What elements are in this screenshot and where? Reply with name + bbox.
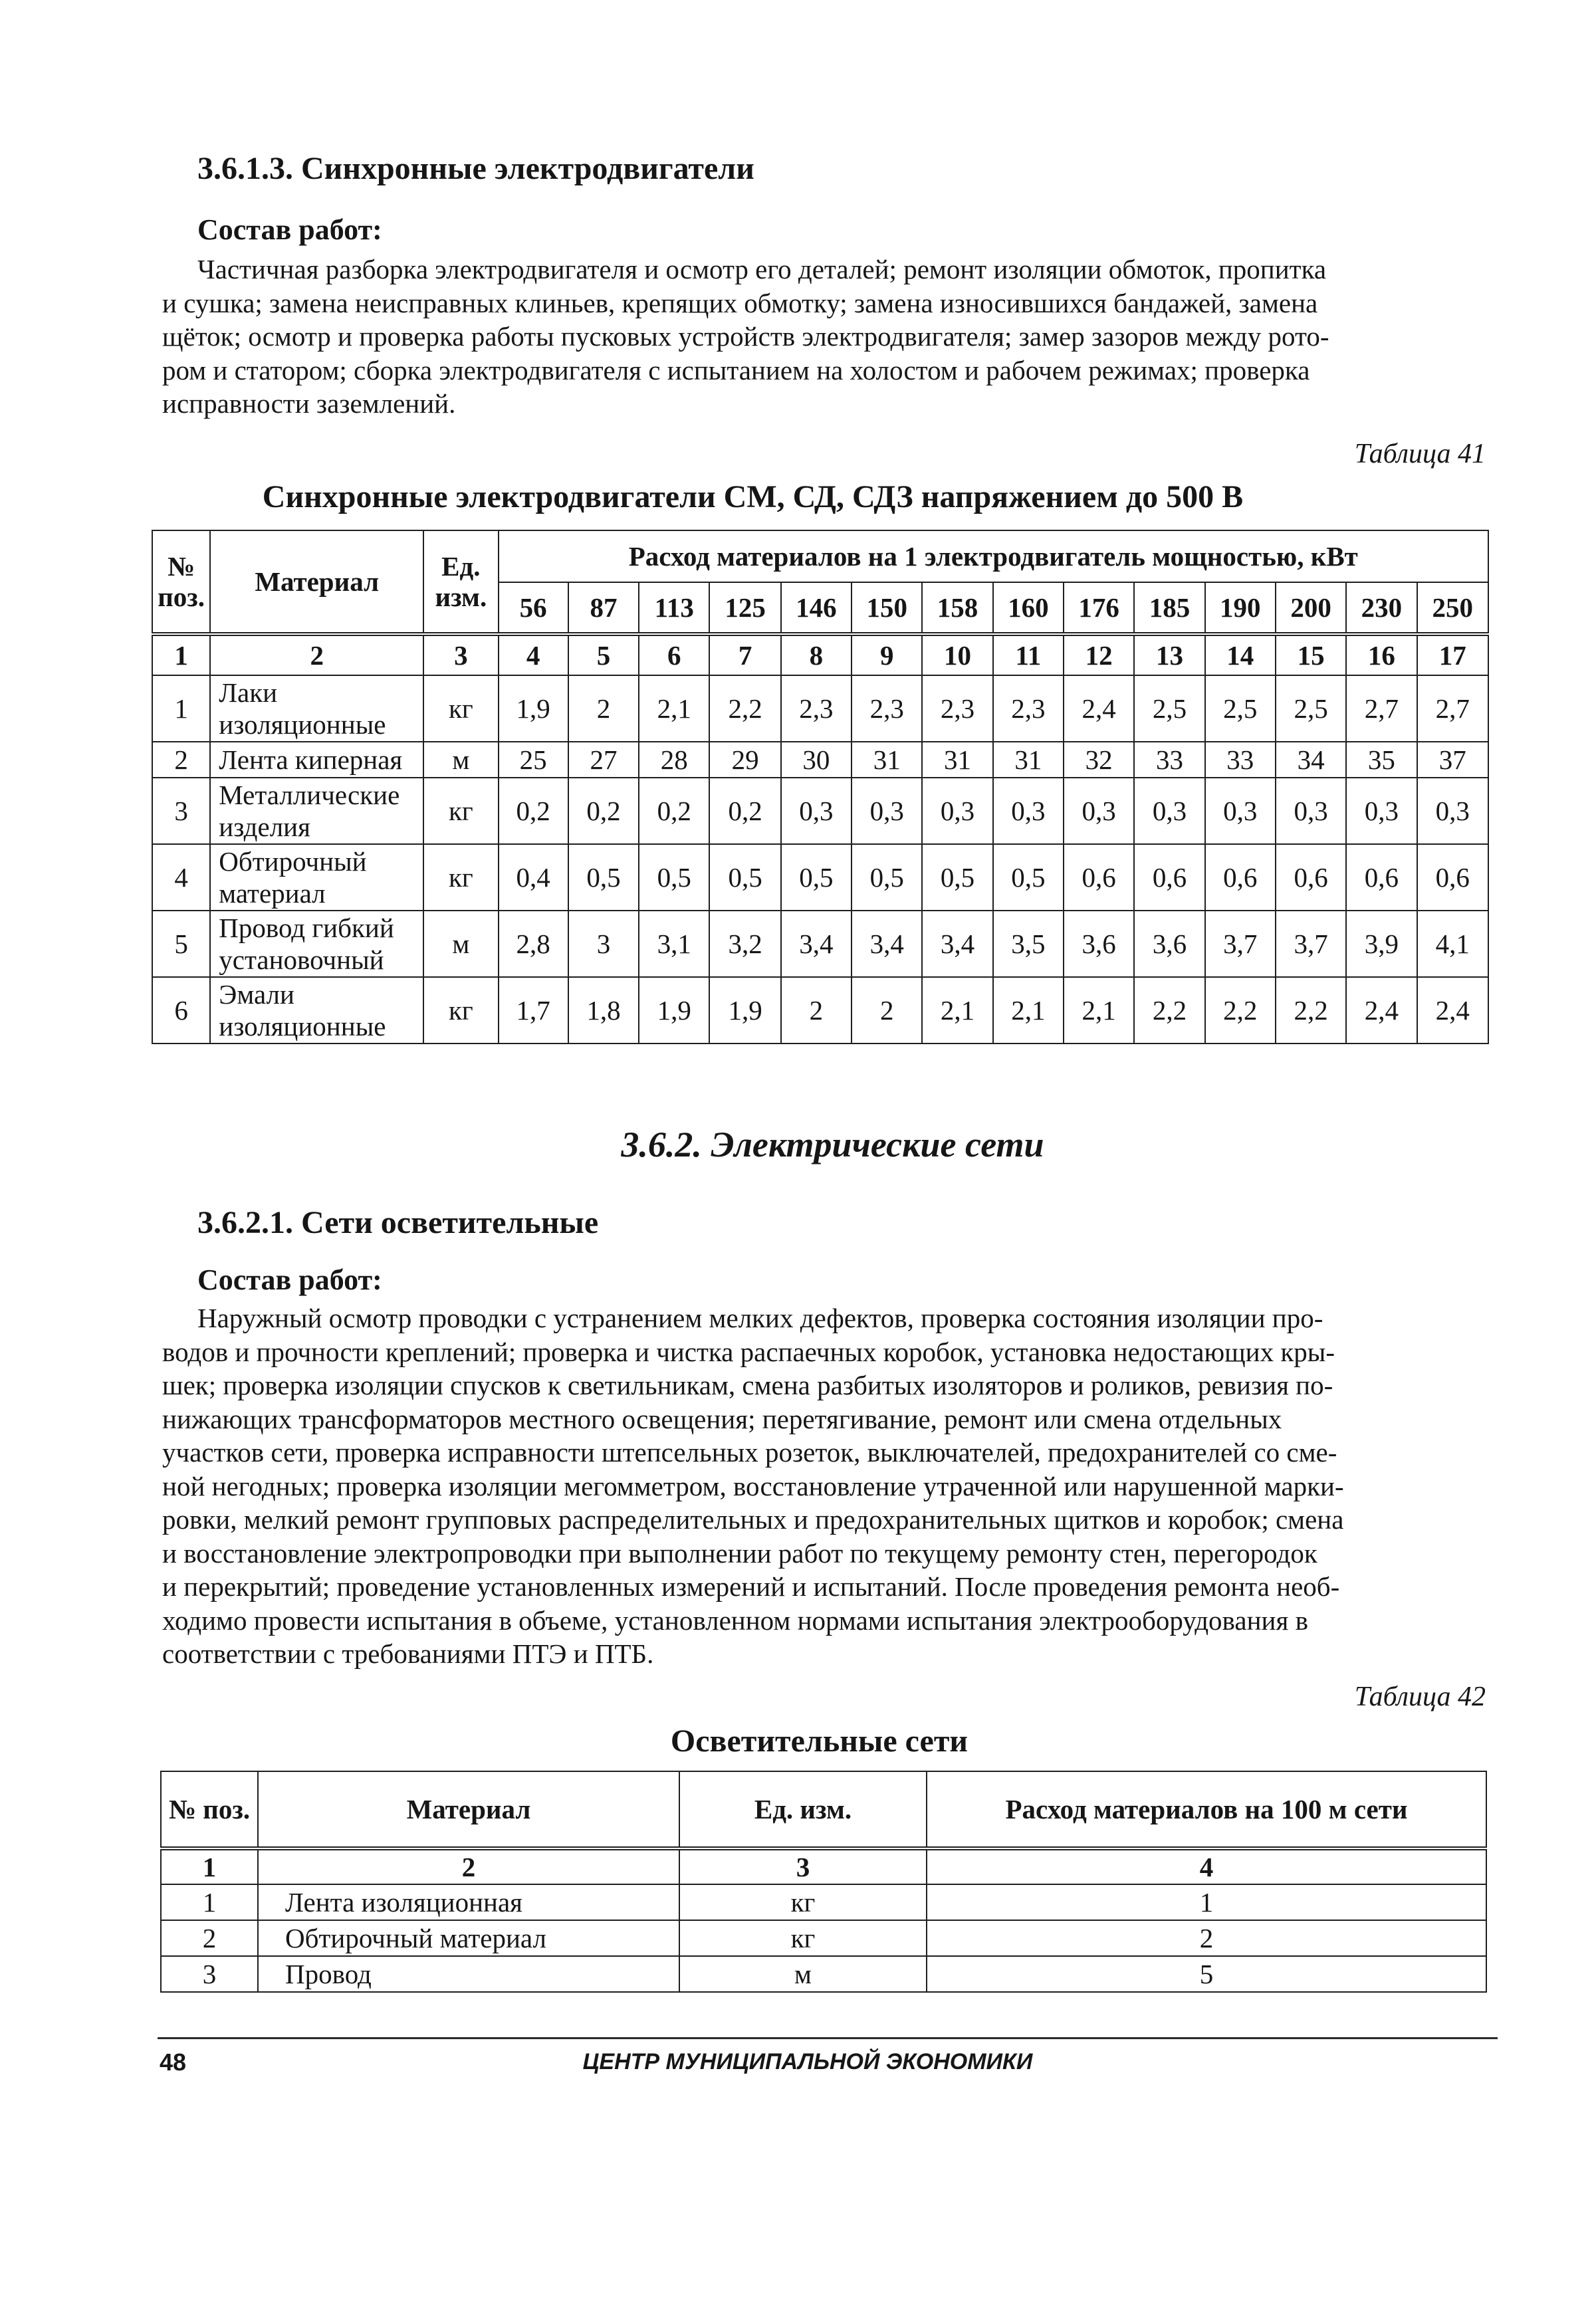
value-cell: 37 xyxy=(1417,742,1488,778)
value-cell: 0,2 xyxy=(639,778,709,844)
power-header-cell: 200 xyxy=(1276,582,1346,634)
column-number-cell: 4 xyxy=(499,634,568,675)
unit-cell: м xyxy=(423,742,498,778)
value-cell: 34 xyxy=(1276,742,1346,778)
paragraph-line: и перекрытий; проведение установленных измерений и испытаний. После проведения ремонта необ- xyxy=(162,1571,1340,1602)
value-cell: 0,5 xyxy=(993,844,1064,911)
value-cell: 2,2 xyxy=(1276,977,1346,1044)
value-cell: 4,1 xyxy=(1417,911,1488,977)
value-cell: 3,6 xyxy=(1064,911,1134,977)
column-number-cell: 14 xyxy=(1205,634,1276,675)
value-cell: 2 xyxy=(568,675,639,742)
value-cell: 0,2 xyxy=(709,778,780,844)
value-cell: 0,5 xyxy=(852,844,922,911)
value-cell: 3,7 xyxy=(1205,911,1276,977)
value-cell: 35 xyxy=(1346,742,1417,778)
value-cell: 31 xyxy=(922,742,992,778)
power-header-cell: 125 xyxy=(709,582,780,634)
power-header-cell: 158 xyxy=(922,582,992,634)
value-cell: 3,4 xyxy=(852,911,922,977)
table-41-caption: Таблица 41 xyxy=(1354,439,1486,469)
value-cell: 0,3 xyxy=(922,778,992,844)
table-row xyxy=(152,675,1488,742)
power-header-cell: 230 xyxy=(1346,582,1417,634)
power-header-cell: 150 xyxy=(852,582,922,634)
value-cell: 29 xyxy=(709,742,780,778)
table-row xyxy=(152,742,1488,778)
value-cell: 1 xyxy=(927,1884,1486,1920)
table-row xyxy=(161,1884,1486,1920)
header-material: Материал xyxy=(210,530,423,634)
value-cell: 2,7 xyxy=(1417,675,1488,742)
unit-cell: кг xyxy=(423,675,498,742)
value-cell: 0,5 xyxy=(709,844,780,911)
power-header-cell: 113 xyxy=(639,582,709,634)
unit-cell: м xyxy=(423,911,498,977)
column-number-cell: 3 xyxy=(423,634,498,675)
value-cell: 2,8 xyxy=(499,911,568,977)
material-cell: Лента изоляционная xyxy=(258,1884,679,1920)
column-number-cell: 16 xyxy=(1346,634,1417,675)
value-cell: 0,3 xyxy=(781,778,852,844)
value-cell: 2 xyxy=(781,977,852,1044)
table-42 xyxy=(160,1771,1487,1993)
column-number-cell: 9 xyxy=(852,634,922,675)
position-cell: 3 xyxy=(152,778,210,844)
value-cell: 0,3 xyxy=(1346,778,1417,844)
value-cell: 3,1 xyxy=(639,911,709,977)
value-cell: 5 xyxy=(927,1956,1486,1992)
power-header-cell: 87 xyxy=(568,582,639,634)
work-scope-label-1: Состав работ: xyxy=(197,213,382,246)
header-position-number: № поз. xyxy=(161,1771,258,1848)
power-header-cell: 146 xyxy=(781,582,852,634)
table-row xyxy=(152,778,1488,844)
unit-cell: кг xyxy=(679,1920,927,1956)
table-41 xyxy=(152,530,1489,1044)
value-cell: 0,5 xyxy=(781,844,852,911)
column-number-cell: 2 xyxy=(258,1848,679,1884)
value-cell: 2,3 xyxy=(781,675,852,742)
value-cell: 0,5 xyxy=(922,844,992,911)
value-cell: 33 xyxy=(1205,742,1276,778)
paragraph-line: исправности заземлений. xyxy=(162,388,456,419)
column-number-cell: 6 xyxy=(639,634,709,675)
value-cell: 31 xyxy=(852,742,922,778)
value-cell: 27 xyxy=(568,742,639,778)
power-header-cell: 160 xyxy=(993,582,1064,634)
unit-cell: кг xyxy=(423,778,498,844)
unit-cell: кг xyxy=(423,844,498,911)
value-cell: 0,6 xyxy=(1346,844,1417,911)
position-cell: 1 xyxy=(161,1884,258,1920)
value-cell: 2,4 xyxy=(1064,675,1134,742)
paragraph-line: ром и статором; сборка электродвигателя с испытанием на холостом и рабочем режимах; проверка xyxy=(162,354,1310,386)
work-scope-paragraph-1 xyxy=(162,253,1478,421)
column-number-cell: 1 xyxy=(152,634,210,675)
value-cell: 3 xyxy=(568,911,639,977)
value-cell: 2,1 xyxy=(1064,977,1134,1044)
material-cell: Обтирочный материал xyxy=(210,844,423,911)
value-cell: 2,2 xyxy=(709,675,780,742)
header-consumption-per-100m: Расход материалов на 100 м сети xyxy=(927,1771,1486,1848)
position-cell: 1 xyxy=(152,675,210,742)
table-41-title: Синхронные электродвигатели СМ, СД, СДЗ напряжением до 500 В xyxy=(262,479,1244,514)
column-number-cell: 5 xyxy=(568,634,639,675)
value-cell: 1,9 xyxy=(639,977,709,1044)
unit-cell: кг xyxy=(423,977,498,1044)
unit-cell: м xyxy=(679,1956,927,1992)
value-cell: 2,1 xyxy=(639,675,709,742)
value-cell: 2,3 xyxy=(922,675,992,742)
column-number-cell: 15 xyxy=(1276,634,1346,675)
column-number-cell: 8 xyxy=(781,634,852,675)
paragraph-line: участков сети, проверка исправности штепсельных розеток, выключателей, предохранителей со сме- xyxy=(162,1437,1337,1468)
power-header-cell: 190 xyxy=(1205,582,1276,634)
column-number-cell: 11 xyxy=(993,634,1064,675)
table-42-caption: Таблица 42 xyxy=(1354,1682,1486,1712)
value-cell: 0,3 xyxy=(993,778,1064,844)
section-heading-3-6-2-1: 3.6.2.1. Сети осветительные xyxy=(197,1205,599,1240)
value-cell: 0,3 xyxy=(1276,778,1346,844)
value-cell: 3,5 xyxy=(993,911,1064,977)
paragraph-line: и сушка; замена неисправных клиньев, крепящих обмотку; замена износившихся бандажей, замена xyxy=(162,287,1318,318)
footer-rule xyxy=(158,2037,1498,2039)
value-cell: 0,3 xyxy=(1417,778,1488,844)
value-cell: 1,8 xyxy=(568,977,639,1044)
value-cell: 2,5 xyxy=(1276,675,1346,742)
material-cell: Металлические изделия xyxy=(210,778,423,844)
value-cell: 0,6 xyxy=(1134,844,1204,911)
paragraph-line: Частичная разборка электродвигателя и осмотр его деталей; ремонт изоляции обмоток, пропитка xyxy=(197,254,1327,284)
value-cell: 2,4 xyxy=(1417,977,1488,1044)
value-cell: 0,3 xyxy=(1064,778,1134,844)
value-cell: 30 xyxy=(781,742,852,778)
value-cell: 3,7 xyxy=(1276,911,1346,977)
value-cell: 2 xyxy=(852,977,922,1044)
value-cell: 2,1 xyxy=(922,977,992,1044)
power-header-cell: 185 xyxy=(1134,582,1204,634)
column-number-cell: 2 xyxy=(210,634,423,675)
value-cell: 1,7 xyxy=(499,977,568,1044)
position-cell: 3 xyxy=(161,1956,258,1992)
value-cell: 1,9 xyxy=(499,675,568,742)
paragraph-line: ровки, мелкий ремонт групповых распределительных и предохранительных щитков и коробок; смена xyxy=(162,1504,1344,1535)
power-header-cell: 56 xyxy=(499,582,568,634)
value-cell: 2,3 xyxy=(852,675,922,742)
paragraph-line: водов и прочности креплений; проверка и чистка распаечных коробок, установка недостающих кры- xyxy=(162,1336,1335,1367)
value-cell: 2,2 xyxy=(1205,977,1276,1044)
value-cell: 3,4 xyxy=(781,911,852,977)
paragraph-line: ной негодных; проверка изоляции мегомметром, восстановление утраченной или нарушенной марки- xyxy=(162,1470,1344,1501)
value-cell: 0,2 xyxy=(499,778,568,844)
value-cell: 2,3 xyxy=(993,675,1064,742)
power-header-cell: 250 xyxy=(1417,582,1488,634)
value-cell: 0,3 xyxy=(1134,778,1204,844)
table-row xyxy=(152,844,1488,911)
section-title-3-6-2: 3.6.2. Электрические сети xyxy=(621,1125,1044,1164)
paragraph-line: соответствии с требованиями ПТЭ и ПТБ. xyxy=(162,1638,654,1669)
value-cell: 0,2 xyxy=(568,778,639,844)
column-number-cell: 10 xyxy=(922,634,992,675)
column-number-cell: 7 xyxy=(709,634,780,675)
value-cell: 1,9 xyxy=(709,977,780,1044)
position-cell: 5 xyxy=(152,911,210,977)
value-cell: 2,5 xyxy=(1134,675,1204,742)
unit-cell: кг xyxy=(679,1884,927,1920)
paragraph-line: и восстановление электропроводки при выполнении работ по текущему ремонту стен, перегородок xyxy=(162,1537,1317,1569)
header-unit: Ед. изм. xyxy=(679,1771,927,1848)
value-cell: 31 xyxy=(993,742,1064,778)
material-cell: Провод гибкий установочный xyxy=(210,911,423,977)
material-cell: Лента киперная xyxy=(210,742,423,778)
value-cell: 2,1 xyxy=(993,977,1064,1044)
value-cell: 0,6 xyxy=(1064,844,1134,911)
value-cell: 0,3 xyxy=(1205,778,1276,844)
paragraph-line: нижающих трансформаторов местного освещения; перетягивание, ремонт или смена отдельных xyxy=(162,1403,1282,1434)
value-cell: 32 xyxy=(1064,742,1134,778)
value-cell: 2,5 xyxy=(1205,675,1276,742)
material-cell: Провод xyxy=(258,1956,679,1992)
column-number-cell: 12 xyxy=(1064,634,1134,675)
table-row xyxy=(152,911,1488,977)
table-42-title: Осветительные сети xyxy=(670,1723,969,1759)
header-unit: Ед. изм. xyxy=(423,530,498,634)
value-cell: 2,7 xyxy=(1346,675,1417,742)
value-cell: 3,9 xyxy=(1346,911,1417,977)
value-cell: 0,6 xyxy=(1417,844,1488,911)
power-header-cell: 176 xyxy=(1064,582,1134,634)
header-position-number: № поз. xyxy=(152,530,210,634)
table-row xyxy=(152,977,1488,1044)
table-row xyxy=(161,1956,1486,1992)
value-cell: 0,4 xyxy=(499,844,568,911)
column-number-cell: 13 xyxy=(1134,634,1204,675)
header-material: Материал xyxy=(258,1771,679,1848)
value-cell: 3,4 xyxy=(922,911,992,977)
position-cell: 2 xyxy=(152,742,210,778)
value-cell: 0,6 xyxy=(1205,844,1276,911)
value-cell: 2,4 xyxy=(1346,977,1417,1044)
value-cell: 0,5 xyxy=(639,844,709,911)
material-cell: Обтирочный материал xyxy=(258,1920,679,1956)
position-cell: 6 xyxy=(152,977,210,1044)
value-cell: 3,6 xyxy=(1134,911,1204,977)
column-number-cell: 1 xyxy=(161,1848,258,1884)
material-cell: Лаки изоляционные xyxy=(210,675,423,742)
page-number: 48 xyxy=(160,2048,187,2076)
value-cell: 0,6 xyxy=(1276,844,1346,911)
table-row xyxy=(161,1920,1486,1956)
value-cell: 2,2 xyxy=(1134,977,1204,1044)
value-cell: 25 xyxy=(499,742,568,778)
paragraph-line: щёток; осмотр и проверка работы пусковых устройств электродвигателя; замер зазоров между рото- xyxy=(162,321,1329,352)
value-cell: 0,3 xyxy=(852,778,922,844)
paragraph-line: Наружный осмотр проводки с устранением мелких дефектов, проверка состояния изоляции про- xyxy=(197,1303,1323,1333)
value-cell: 28 xyxy=(639,742,709,778)
paragraph-line: шек; проверка изоляции спусков к светильникам, смена разбитых изоляторов и роликов, ревизия по- xyxy=(162,1370,1333,1400)
value-cell: 33 xyxy=(1134,742,1204,778)
section-heading-3-6-1-3: 3.6.1.3. Синхронные электродвигатели xyxy=(197,151,754,186)
material-cell: Эмали изоляционные xyxy=(210,977,423,1044)
value-cell: 0,5 xyxy=(568,844,639,911)
paragraph-line: ходимо провести испытания в объеме, установленном нормами испытания электрооборудования в xyxy=(162,1604,1308,1636)
work-scope-label-2: Состав работ: xyxy=(197,1264,382,1296)
footer-publisher: ЦЕНТР МУНИЦИПАЛЬНОЙ ЭКОНОМИКИ xyxy=(582,2049,1033,2074)
position-cell: 2 xyxy=(161,1920,258,1956)
work-scope-paragraph-2 xyxy=(162,1301,1478,1671)
column-number-cell: 4 xyxy=(927,1848,1486,1884)
column-number-cell: 3 xyxy=(679,1848,927,1884)
value-cell: 2 xyxy=(927,1920,1486,1956)
value-cell: 3,2 xyxy=(709,911,780,977)
column-number-cell: 17 xyxy=(1417,634,1488,675)
position-cell: 4 xyxy=(152,844,210,911)
header-consumption-group: Расход материалов на 1 электродвигатель мощностью, кВт xyxy=(499,530,1488,582)
